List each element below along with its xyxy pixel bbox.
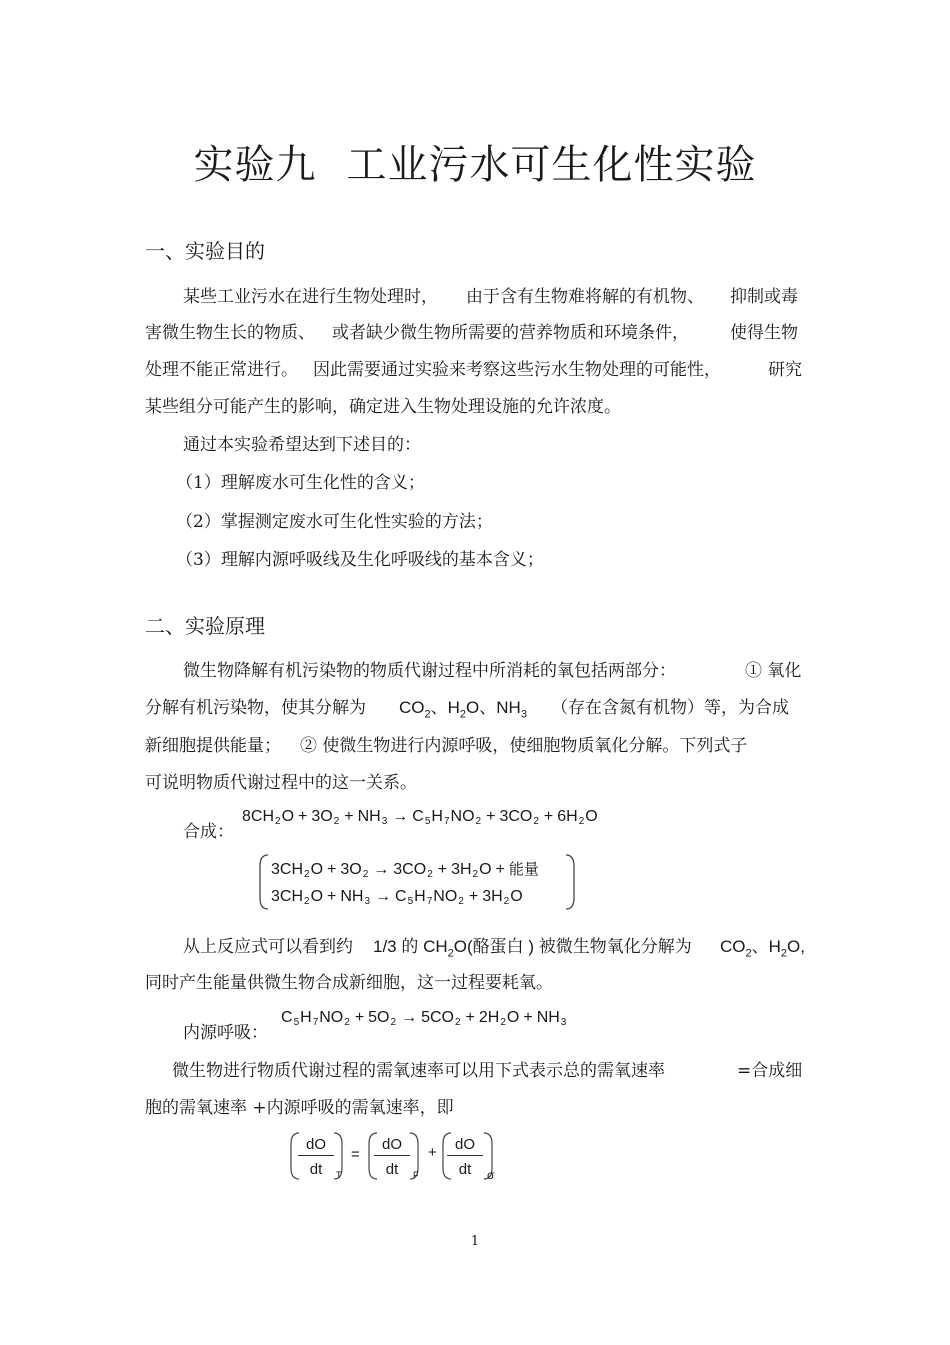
- s1-line1: [183, 282, 798, 307]
- s2-p1-l2a: 分解有机污染物，使其分解为: [145, 698, 366, 718]
- title-part2: 工业污水可生化性实验: [346, 142, 757, 188]
- s2-p1-l3b: ② 使微生物进行内源呼吸，使细胞物质氧化分解。下列式子: [300, 736, 748, 756]
- s2-p1-l2h: （存在含氮有机物）等，为合成: [551, 698, 789, 718]
- s2-p1-line3: [145, 731, 748, 756]
- s1-line1-b: 由于含有生物难将解的有机物、: [466, 287, 704, 307]
- synthesis-equation: $8CH_2O + 3O_2 + NH_3 \to C_5H_7NO_2 + 3CO_2 + 6H_2O$: [242, 808, 598, 827]
- s2-p3-l1a: 微生物进行物质代谢过程的需氧速率可以用下式表示总的需氧速率: [172, 1061, 665, 1081]
- rate-fraction-total: $\frac{dO}{dt}$: [298, 1136, 334, 1178]
- section2-heading: 二、实验原理: [145, 614, 265, 638]
- s1-intro: 通过本实验希望达到下述目的：: [183, 435, 421, 455]
- s2-p1-l3a: 新细胞提供能量；: [145, 736, 281, 756]
- s1-goal-1: （1）理解废水可生化性的含义；: [176, 473, 425, 493]
- synthesis-label: 合成：: [183, 822, 234, 842]
- s2-p1-line2: [145, 693, 789, 721]
- respiration-equation: $C_5H_7NO_2 + 5O_2 \to 5CO_2 + 2H_2O + NH_3$: [281, 1009, 567, 1028]
- rate-fraction-synthesis: $\frac{dO}{dt}$: [374, 1136, 410, 1178]
- rate-plus: +: [428, 1144, 437, 1161]
- s2-p2-formula2: $CO_2$、$H_2O$,: [720, 937, 805, 960]
- s2-p1-l1b: ① 氧化: [745, 661, 802, 681]
- s1-line2-a: 害微生物生长的物质、: [145, 323, 315, 343]
- s1-line3-a: 处理不能正常进行。: [145, 360, 298, 380]
- rate-equals: =: [351, 1146, 360, 1163]
- s1-line1-a: 某些工业污水在进行生物处理时，: [183, 287, 438, 307]
- s1-line3-c: 研究: [768, 360, 802, 380]
- s2-p3-l1b: =合成细: [737, 1061, 803, 1081]
- s1-line2-b: 或者缺少微生物所需要的营养物质和环境条件，: [332, 323, 689, 343]
- section1-heading: 一、实验目的: [145, 239, 265, 263]
- rate-sub-total: T: [336, 1170, 342, 1180]
- s2-p1-formula: $CO_2$、$H_2O$、$NH_3$: [399, 698, 527, 721]
- respiration-label: 内源呼吸：: [183, 1023, 268, 1043]
- s1-goal-2: （2）掌握测定废水可生化性实验的方法；: [176, 512, 493, 532]
- equation-oxidation: $3CH_2O + 3O_2 \to 3CO_2 + 3H_2O$ + 能量: [271, 861, 539, 880]
- equation-cell-synthesis: $3CH_2O + NH_3 \to C_5H_7NO_2 + 3H_2O$: [271, 888, 523, 907]
- s2-p3-line1: [172, 1056, 803, 1081]
- s2-p2-formula1: 1/3 的 $CH_2O$(酪蛋白 ) 被微生物氧化分解为: [373, 937, 692, 960]
- title-part1: 实验九: [193, 142, 317, 188]
- s1-goal-3: （3）理解内源呼吸线及生化呼吸线的基本含义；: [176, 550, 544, 570]
- s1-line3: [145, 355, 802, 380]
- s1-line1-c: 抑制或毒: [730, 287, 798, 307]
- rate-fraction-respiration: $\frac{dO}{dt}$: [447, 1136, 483, 1178]
- rate-sub-synthesis: F: [413, 1170, 419, 1180]
- s2-p2-line2: 同时产生能量供微生物合成新细胞，这一过程要耗氧。: [145, 973, 553, 993]
- s2-p3-line2: 胞的需氧速率 +内源呼吸的需氧速率，即: [145, 1098, 454, 1118]
- rate-sub-respiration: σ: [487, 1168, 495, 1182]
- s1-line4: 某些组分可能产生的影响，确定进入生物处理设施的允许浓度。: [145, 397, 621, 417]
- s2-p2-line1: [183, 932, 805, 960]
- page-title: [0, 133, 950, 190]
- s1-line3-b: 因此需要通过实验来考察这些污水生物处理的可能性，: [313, 360, 721, 380]
- s2-p1-line4: 可说明物质代谢过程中的这一关系。: [145, 773, 417, 793]
- s2-p2-l1a: 从上反应式可以看到约: [183, 937, 353, 957]
- s2-p1-line1: [183, 656, 802, 681]
- s1-line2-c: 使得生物: [730, 323, 798, 343]
- s2-p1-l1a: 微生物降解有机污染物的物质代谢过程中所消耗的氧包括两部分：: [183, 661, 676, 681]
- page-number: 1: [470, 1234, 480, 1249]
- s1-line2: [145, 318, 798, 343]
